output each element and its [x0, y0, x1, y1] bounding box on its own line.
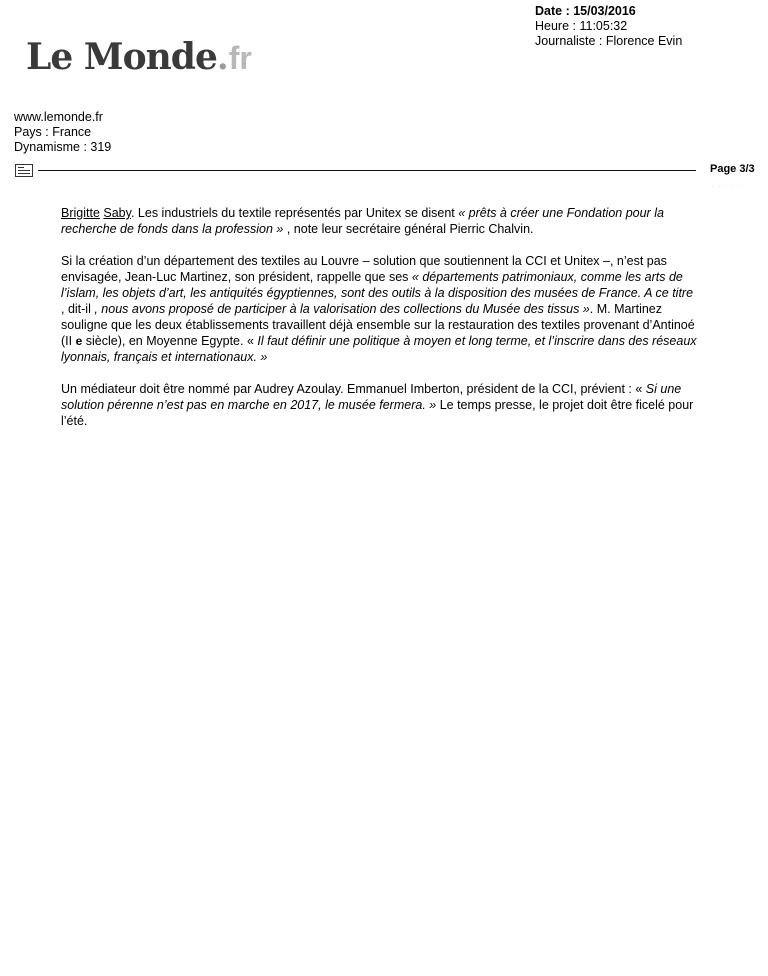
paragraph-1: [61, 205, 698, 237]
text: , dit-il: [61, 302, 95, 316]
article-body: [61, 205, 698, 445]
text: . Les industriels du textile représentés par Unitex se disent: [130, 206, 459, 220]
header-divider: [38, 170, 696, 171]
paragraph-3: [61, 381, 698, 429]
faint-mark: · · · · ·: [712, 183, 741, 190]
logo-fr: fr: [228, 40, 252, 76]
text: Un médiateur doit être nommé par Audrey Azoulay. Emmanuel Imberton, président de la CCI, prévient : «: [61, 382, 646, 396]
le-monde-logo: [26, 36, 252, 80]
text: Si la création d’un département des textiles au Louvre – solution que soutiennent la CCI et Unitex –, n’est pas envisagée, Jean-Luc Martinez, son président, rappelle que ses: [61, 254, 667, 284]
logo-main-text: Le Monde: [26, 36, 217, 78]
name-link-saby[interactable]: Saby: [103, 206, 131, 220]
paragraph-2: [61, 253, 698, 365]
quote: « prêts à créer une Fondation pour la recherche de fonds dans la profession »: [61, 206, 664, 236]
dynamism-line: Dynamisme : 319: [14, 140, 112, 154]
page-number: Page 3/3: [710, 163, 755, 175]
document-icon: [15, 164, 33, 177]
country-line: Pays : France: [14, 125, 92, 139]
time-line: Heure : 11:05:32: [535, 19, 628, 33]
quote: Il faut définir une politique à moyen et long terme, et l’inscrire dans des réseaux lyonnais, français et internationaux. »: [61, 334, 697, 364]
text: siècle), en Moyenne Egypte. «: [82, 334, 258, 348]
quote: , nous avons proposé de participer à la valorisation des collections du Musée des tissus »: [94, 302, 590, 316]
quote: « départements patrimoniaux, comme les arts de l’islam, les objets d’art, les antiquités égyptiennes, sont des outils à la disposition des musées de France. A ce titre: [61, 270, 694, 300]
source-meta: [14, 110, 111, 155]
publication-meta: [535, 4, 682, 49]
text: Le temps presse, le projet doit être ficelé pour l’été.: [61, 398, 694, 428]
logo-dot: .: [216, 38, 229, 78]
century-superscript: e: [75, 334, 83, 348]
site-url: www.lemonde.fr: [14, 110, 103, 124]
quote: Si une solution pérenne n’est pas en marche en 2017, le musée fermera. »: [61, 382, 682, 412]
journalist-line: Journaliste : Florence Evin: [535, 34, 683, 48]
text: . M. Martinez souligne que les deux établissements travaillent déjà ensemble sur la restauration des textiles provenant d’Antinoé (II: [61, 302, 695, 348]
name-link-brigitte[interactable]: Brigitte: [61, 206, 100, 220]
text: , note leur secrétaire général Pierric Chalvin.: [283, 222, 534, 236]
date-line: Date : 15/03/2016: [535, 4, 636, 18]
